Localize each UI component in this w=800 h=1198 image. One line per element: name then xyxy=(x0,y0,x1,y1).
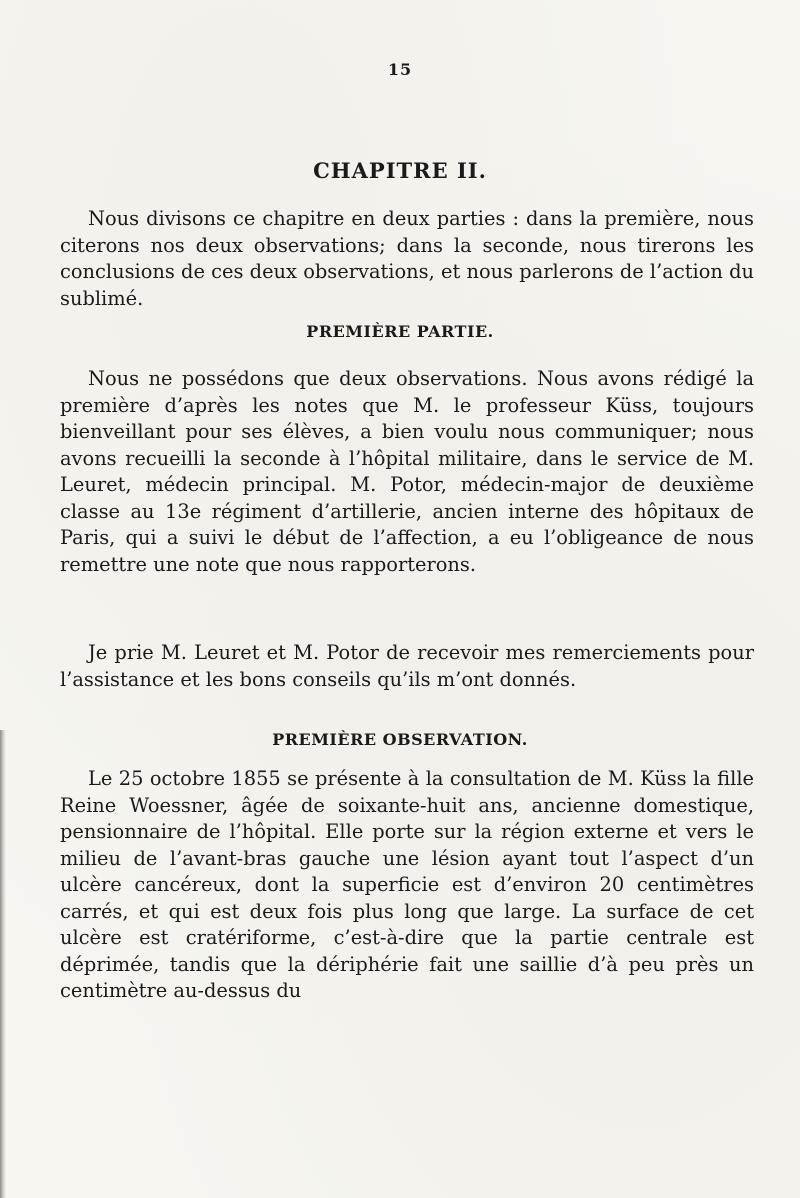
part-one-text-1: Nous ne possédons que deux observations. Nous avons rédigé la première d’après les notes que M. le professeur Küss, toujours bienveillant pour ses élèves, a bien voulu nous communiquer; nous avons recueilli la seconde à l’hôpital militaire, dans le service de M. Leuret, médecin principal. M. Potor, médecin-major de deuxième classe au 13e régiment d’artillerie, ancien interne des hôpitaux de Paris, qui a suivi le début de l’affection, a eu l’obligeance de nous remettre une note que nous rapporterons. xyxy=(60,367,754,576)
part-one-paragraph-1 xyxy=(60,366,754,578)
observation-paragraph xyxy=(60,766,754,1005)
part-one-text-2: Je prie M. Leuret et M. Potor de recevoir mes remerciements pour l’assistance et les bons conseils qu’ils m’ont donnés. xyxy=(60,641,754,691)
chapter-title: CHAPITRE II. xyxy=(313,158,487,183)
intro-paragraph xyxy=(60,206,754,312)
page-number: 15 xyxy=(387,60,413,79)
intro-text: Nous divisons ce chapitre en deux parties : dans la première, nous citerons nos deux observations; dans la seconde, nous tirerons les conclusions de ces deux observations, et nous parlerons de l’action du sublimé. xyxy=(60,207,754,310)
observation-title: PREMIÈRE OBSERVATION. xyxy=(272,730,528,749)
observation-text: Le 25 octobre 1855 se présente à la consultation de M. Küss la fille Reine Woessner, âgée de soixante-huit ans, ancienne domestique, pensionnaire de l’hôpital. Elle porte sur la région externe et vers le milieu de l’avant-bras gauche une lésion ayant tout l’aspect d’un ulcère cancéreux, dont la superficie est d’environ 20 centimètres carrés, et qui est deux fois plus long que large. La surface de cet ulcère est cratériforme, c’est-à-dire que la partie centrale est déprimée, tandis que la dériphérie fait une saillie d’à peu près un centimètre au-dessus du xyxy=(60,767,754,1002)
page-binding-edge xyxy=(0,730,6,1198)
part-one-title: PREMIÈRE PARTIE. xyxy=(306,322,494,341)
part-one-paragraph-2 xyxy=(60,640,754,693)
